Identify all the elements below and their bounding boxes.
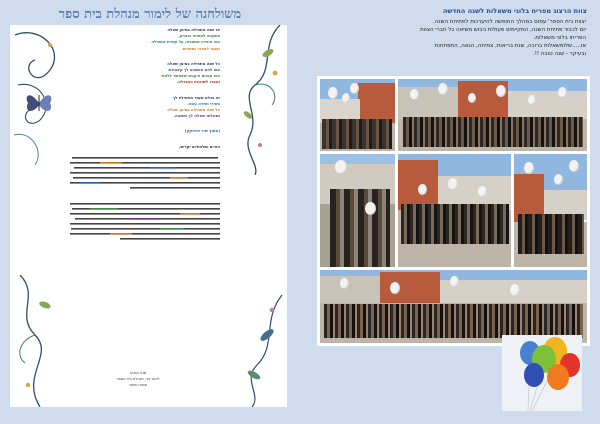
poem-line: בתקווה לעשייה ובצדק, (178, 33, 220, 39)
poem-line: כל שנה מתחילה בסימן שאלה (167, 60, 220, 66)
photo-collage (317, 76, 590, 346)
poem-line: כמו ציפייה מתמדת, על עמדת מתחילה (151, 39, 220, 45)
staff-balloons-photo (320, 79, 395, 151)
floral-vine-ornament-top-right (220, 25, 287, 175)
panel-text (330, 18, 586, 58)
panel-text-line: יצוות בית הספר' עמוס במהלך החופשה להיערכות לפתיחת השנה. (433, 19, 586, 25)
poem-line: ועוגה לאפור נסתרים. (181, 45, 220, 51)
page-title: משולחנה של לימור מנהלת בית ספר (58, 7, 242, 22)
poem-stanza (70, 128, 220, 134)
poem-line: כל שנה מתחילה בסימן שאלה (167, 107, 220, 113)
letter-signature (98, 370, 178, 388)
poem-line: בשירי ושירה עוגה. (187, 100, 220, 106)
letter-greeting: הורים ותלמידים יקרים, (178, 143, 220, 149)
poem-line: ושאלתו שאלה לך תשובה. (173, 113, 220, 119)
balloons-icon (500, 325, 588, 413)
panel-title: צוות הרצוג מפריח בלוני משאלות לשנה החדשה (442, 7, 587, 15)
signature-line: לימור גדי, מנהלת בית הספר (116, 377, 160, 381)
letter-paragraph-2 (70, 201, 220, 247)
butterfly-icon (24, 89, 54, 117)
poem-line: כמו ענבים ורקנים שאפשר ללמוד (160, 73, 220, 79)
staff-balloons-photo (398, 79, 587, 151)
poem-line: כמו להם חושבים לך קצוניות. (167, 67, 220, 73)
poem-line: זה נפלא שעוד מתחילה לך (172, 94, 220, 100)
panel-text-line: הפריחו בלוני משאלות. (533, 35, 586, 41)
poem-line: אז שנה מתחילה בסימן שאלה (167, 27, 220, 32)
signature-line: וצוות החינוך (128, 383, 148, 387)
staff-balloons-photo (514, 154, 587, 267)
panel-text-line: ובעיקר - שנה טובה !!. (532, 51, 586, 57)
panel-text-line: יום לכבוד פתיחת השנה, המקיימים פעולות גיבוש משיאה כל חברי הצוות (420, 27, 586, 33)
principal-letter (10, 25, 287, 407)
signature-line: שנה טובה! (129, 371, 147, 375)
staff-balloons-photo (320, 154, 395, 267)
poem-stanza (70, 95, 220, 120)
panel-text-line: או.....שלומשאלות ברוכה, שנת בריאות, צמיחה, הנאה, התפתחות (434, 43, 586, 49)
poem-credit: (מתוך שיר אייזיקון) (184, 128, 220, 134)
poem (70, 27, 220, 135)
poem-stanza (70, 61, 220, 86)
floral-vine-ornament-bottom-left (10, 275, 70, 407)
poem-line: ומצרו לשוננות המגדלה. (176, 79, 220, 85)
poem-stanza (70, 27, 220, 52)
leaf-cluster-ornament-bottom-right (232, 295, 287, 407)
letter-paragraph-1 (70, 155, 220, 195)
staff-balloons-photo (398, 154, 511, 267)
